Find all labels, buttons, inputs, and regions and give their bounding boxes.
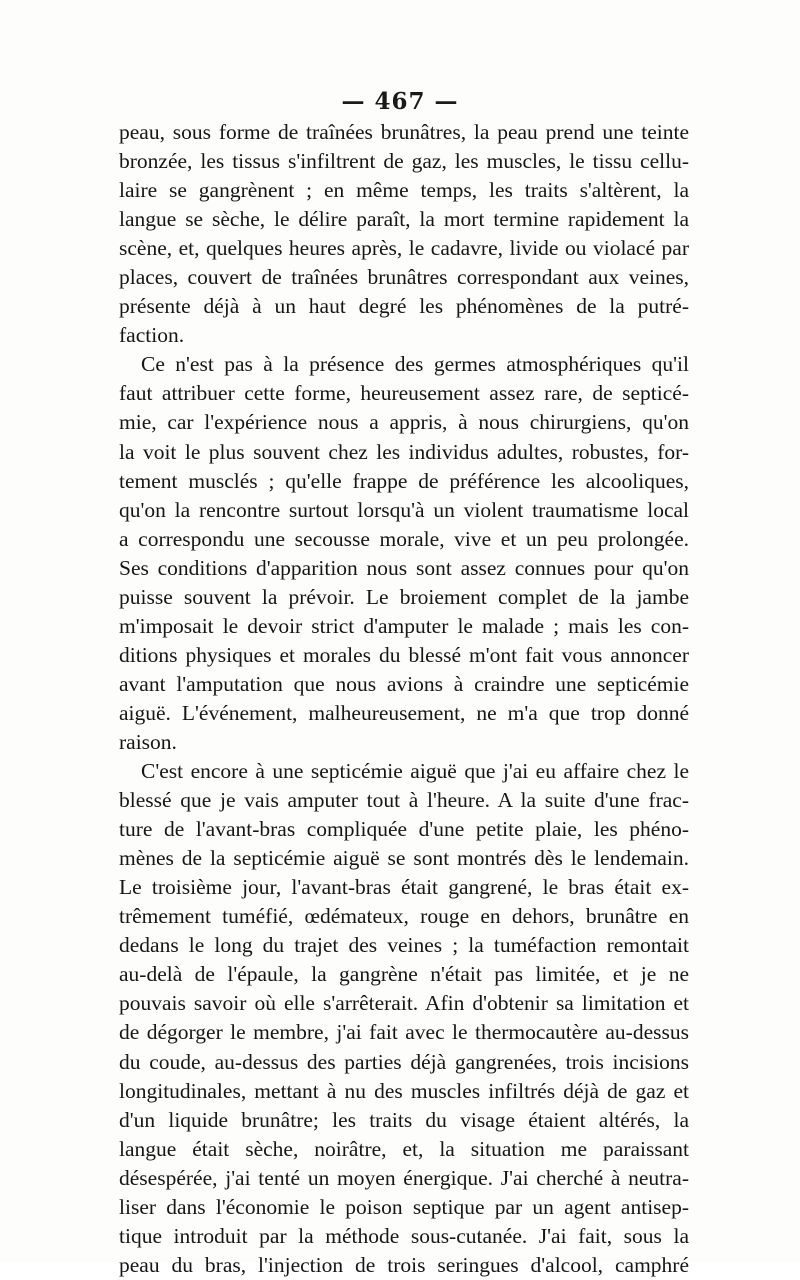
text-line: Ses conditions d'apparition nous sont assez connues pour qu'on: [119, 555, 689, 580]
text-line: la voit le plus souvent chez les individus adultes, robustes, for-: [119, 439, 689, 464]
text-line: langue se sèche, le délire paraît, la mort termine rapidement la: [119, 207, 689, 232]
text-line: a correspondu une secousse morale, vive et un peu prolongée.: [119, 526, 689, 551]
paragraph: [119, 757, 689, 1280]
text-line: trêmement tuméfié, œdémateux, rouge en dehors, brunâtre en: [119, 904, 689, 929]
text-line: de dégorger le membre, j'ai fait avec le thermocautère au-dessus: [119, 1020, 689, 1045]
body-text: [119, 118, 689, 1280]
text-line: ture de l'avant-bras compliquée d'une petite plaie, les phéno-: [119, 817, 689, 842]
paragraph: [119, 118, 689, 350]
text-line: au-delà de l'épaule, la gangrène n'était pas limitée, et je ne: [119, 962, 689, 987]
text-line: raison.: [119, 729, 177, 754]
text-line: aiguë. L'événement, malheureusement, ne m'a que trop donné: [119, 700, 689, 725]
text-line: Le troisième jour, l'avant-bras était gangrené, le bras était ex-: [119, 875, 689, 900]
text-line: C'est encore à une septicémie aiguë que j'ai eu affaire chez le: [141, 759, 689, 784]
text-line: m'imposait le devoir strict d'amputer le malade ; mais les con-: [119, 613, 689, 638]
text-line: présente déjà à un haut degré les phénomènes de la putré-: [119, 294, 689, 319]
text-line: bronzée, les tissus s'infiltrent de gaz, les muscles, le tissu cellu-: [119, 149, 689, 174]
text-line: blessé que je vais amputer tout à l'heure. A la suite d'une frac-: [119, 788, 689, 813]
paragraph: [119, 350, 689, 757]
text-line: faut attribuer cette forme, heureusement assez rare, de septicé-: [119, 381, 689, 406]
text-line: laire se gangrènent ; en même temps, les traits s'altèrent, la: [119, 178, 689, 203]
text-line: avant l'amputation que nous avions à craindre une septicémie: [119, 671, 689, 696]
text-line: désespérée, j'ai tenté un moyen énergique. J'ai cherché à neutra-: [119, 1165, 689, 1190]
text-line: dedans le long du trajet des veines ; la tuméfaction remontait: [119, 933, 689, 958]
text-line: langue était sèche, noirâtre, et, la situation me paraissant: [119, 1136, 689, 1161]
text-line: Ce n'est pas à la présence des germes atmosphériques qu'il: [141, 352, 689, 377]
text-line: tique introduit par la méthode sous-cutanée. J'ai fait, sous la: [119, 1223, 689, 1248]
text-line: tement musclés ; qu'elle frappe de préférence les alcooliques,: [119, 468, 689, 493]
text-line: places, couvert de traînées brunâtres correspondant aux veines,: [119, 265, 689, 290]
text-line: d'un liquide brunâtre; les traits du visage étaient altérés, la: [119, 1107, 689, 1132]
text-line: faction.: [119, 323, 185, 348]
text-line: mènes de la septicémie aiguë se sont montrés dès le lendemain.: [119, 846, 689, 871]
text-line: pouvais savoir où elle s'arrêterait. Afin d'obtenir sa limitation et: [119, 991, 689, 1016]
text-line: liser dans l'économie le poison septique par un agent antisep-: [119, 1194, 689, 1219]
text-line: mie, car l'expérience nous a appris, à nous chirurgiens, qu'on: [119, 410, 689, 435]
text-line: peau du bras, l'injection de trois seringues d'alcool, camphré: [119, 1252, 689, 1277]
text-line: qu'on la rencontre surtout lorsqu'à un violent traumatisme local: [119, 497, 689, 522]
text-line: longitudinales, mettant à nu des muscles infiltrés déjà de gaz et: [119, 1078, 689, 1103]
text-line: scène, et, quelques heures après, le cadavre, livide ou violacé par: [119, 236, 689, 261]
text-line: puisse souvent la prévoir. Le broiement complet de la jambe: [119, 584, 689, 609]
text-line: ditions physiques et morales du blessé m'ont fait vous annoncer: [119, 642, 689, 667]
page-number: — 467 —: [341, 88, 459, 115]
text-line: du coude, au-dessus des parties déjà gangrenées, trois incisions: [119, 1049, 689, 1074]
text-line: peau, sous forme de traînées brunâtres, la peau prend une teinte: [119, 120, 689, 144]
